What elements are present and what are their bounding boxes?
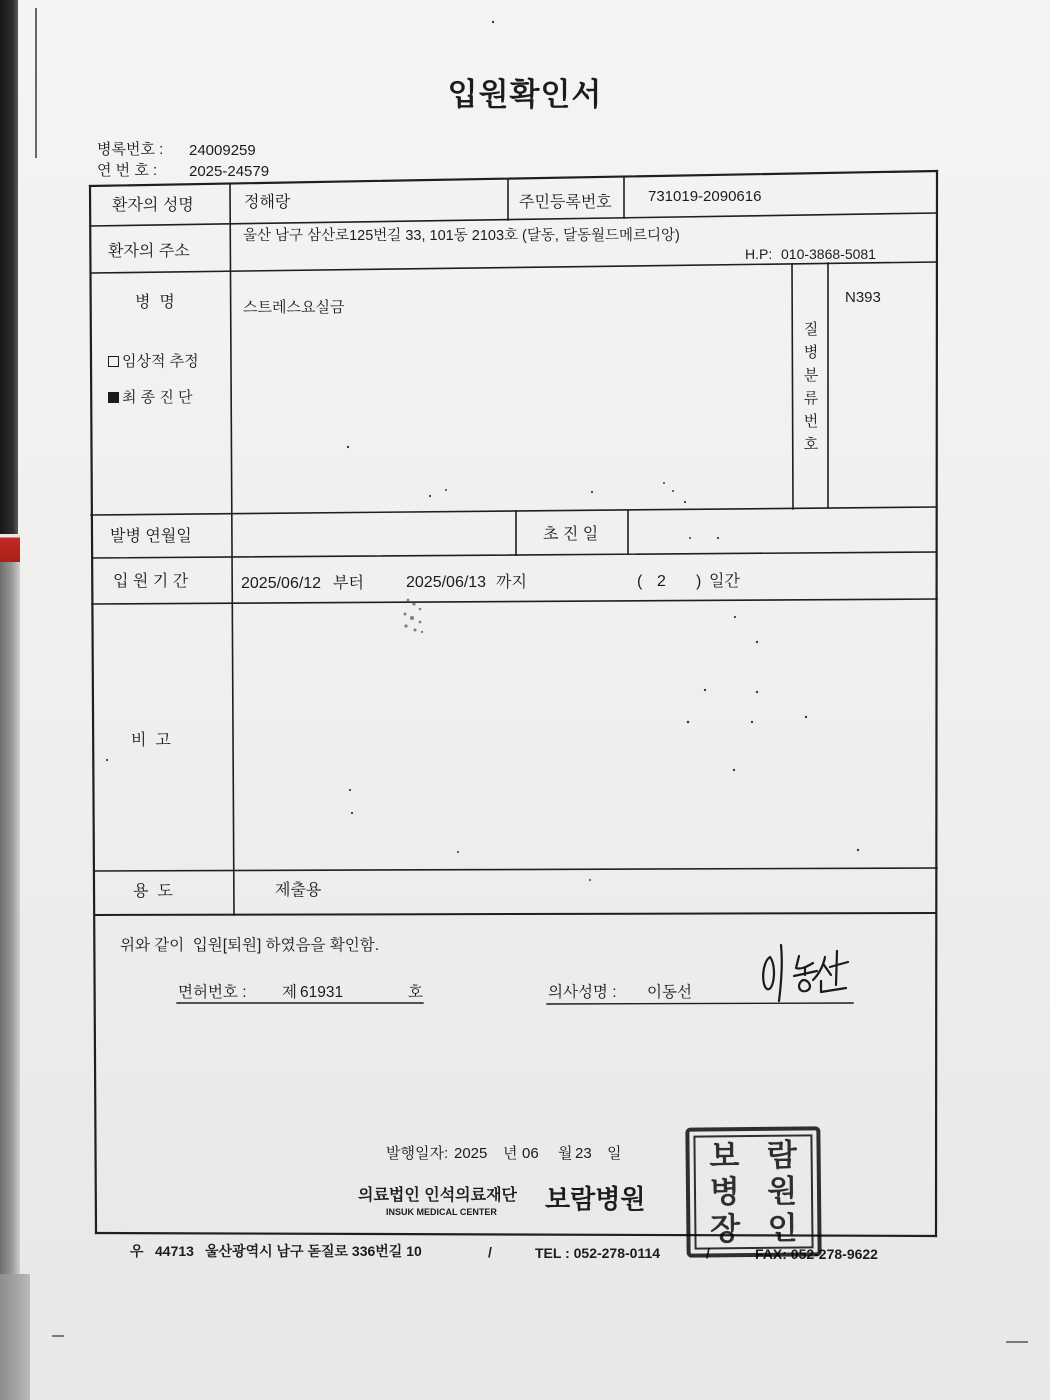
footer-separator: /	[706, 1245, 710, 1261]
speckle	[414, 629, 417, 632]
issue-day-unit: 일	[607, 1145, 622, 1162]
footer-fax: FAX: 052-278-9622	[755, 1246, 878, 1262]
speckle	[589, 879, 591, 881]
seal-character: 보	[709, 1137, 740, 1174]
row-divider-name	[90, 213, 937, 226]
issue-year-unit: 년	[503, 1145, 518, 1162]
issue-month-unit: 월	[558, 1145, 573, 1162]
remarks-label: 비 고	[131, 732, 171, 749]
speckle	[734, 616, 736, 618]
speckle	[672, 490, 674, 492]
speckle	[404, 613, 407, 616]
confirmation-statement: 위와 같이 입원[퇴원] 하였음을 확인함.	[120, 937, 380, 954]
row-divider-address	[91, 262, 937, 273]
admission-period-label: 입 원 기 간	[113, 573, 189, 590]
issue-day: 23	[575, 1145, 592, 1162]
resident-number: 731019-2090616	[648, 188, 762, 205]
purpose-value: 제출용	[275, 882, 322, 899]
speckle	[857, 849, 859, 851]
license-label: 면허번호 :	[178, 984, 247, 1001]
onset-date-label: 발병 연월일	[110, 528, 192, 545]
license-prefix: 제	[282, 984, 297, 1001]
speckle	[410, 616, 414, 620]
patient-address: 울산 남구 삼산로125번길 33, 101동 2103호 (달동, 달동월드메르디앙)	[243, 228, 680, 244]
record-number: 24009259	[189, 142, 256, 159]
speckle	[805, 716, 807, 718]
admission-days-suffix: 일간	[709, 573, 740, 590]
hospital-foundation-english: INSUK MEDICAL CENTER	[386, 1207, 497, 1217]
purpose-label: 용 도	[133, 883, 173, 900]
doctor-name-label: 의사성명 :	[548, 984, 617, 1001]
admission-end-suffix: 까지	[496, 574, 527, 591]
speckle	[457, 851, 459, 853]
speckle	[407, 599, 410, 602]
issue-date-label: 발행일자:	[386, 1145, 449, 1162]
signature-stroke	[813, 957, 831, 980]
footer-postcode: 44713	[155, 1243, 194, 1259]
serial-number: 2025-24579	[189, 163, 270, 180]
admission-days-open-paren: (	[637, 573, 643, 590]
admission-start-date: 2025/06/12	[241, 575, 322, 592]
disease-name: 스트레스요실금	[243, 299, 345, 316]
seal-character: 장	[709, 1211, 741, 1247]
speckle	[419, 608, 422, 611]
doctor-signature	[763, 945, 848, 1001]
signature-stroke	[779, 945, 782, 1001]
hospital-seal-stamp	[685, 1126, 821, 1257]
seal-character: 인	[767, 1210, 798, 1247]
speckle	[445, 489, 447, 491]
speckle	[663, 482, 665, 484]
disease-code: N393	[845, 289, 881, 306]
speckle	[412, 602, 415, 605]
signature-stroke	[763, 957, 774, 989]
speckle	[429, 495, 431, 497]
row-divider-purpose	[95, 913, 936, 915]
doctor-underline	[547, 1003, 853, 1004]
table-left-border	[90, 186, 96, 1233]
speckle	[419, 621, 422, 624]
scan-smudge	[404, 599, 424, 634]
row-divider-diagnosis	[91, 507, 937, 515]
table-right-border	[936, 171, 937, 1236]
serial-number-label: 연 번 호 :	[97, 162, 158, 179]
phone-label: H.P:	[745, 246, 773, 262]
final-diagnosis-checkbox	[108, 392, 119, 403]
speckle	[689, 537, 691, 539]
record-number-label: 병록번호 :	[97, 141, 164, 158]
row-divider-onset	[92, 552, 937, 558]
footer-address: 울산광역시 남구 돋질로 336번길 10	[205, 1243, 422, 1259]
footer-separator: /	[488, 1244, 492, 1260]
license-suffix: 호	[408, 984, 423, 1001]
speckle	[704, 689, 706, 691]
clinical-estimate-label: 임상적 추정	[122, 353, 199, 370]
speckle	[756, 641, 758, 643]
signature-stroke	[830, 951, 848, 985]
clinical-estimate-checkbox	[108, 356, 119, 367]
signature-stroke	[821, 981, 846, 992]
admission-start-suffix: 부터	[333, 575, 364, 592]
resident-number-label: 주민등록번호	[519, 194, 612, 211]
seal-character: 람	[766, 1137, 798, 1173]
seal-character: 원	[767, 1174, 798, 1210]
hospital-name: 보람병원	[545, 1184, 646, 1214]
admission-days-close-paren: )	[696, 573, 702, 590]
phone-number: 010-3868-5081	[781, 246, 876, 262]
speckle	[717, 537, 719, 539]
code-label-cell-left	[792, 264, 793, 509]
speckle	[733, 769, 735, 771]
license-number: 61931	[300, 984, 344, 1001]
disease-code-label: 질병분류번호	[803, 321, 819, 453]
speckle	[591, 491, 593, 493]
final-diagnosis-label: 최 종 진 단	[122, 389, 193, 406]
label-column-divider	[230, 184, 234, 915]
row-divider-period	[92, 599, 937, 604]
first-visit-label: 초 진 일	[543, 526, 599, 543]
patient-address-label: 환자의 주소	[108, 243, 190, 260]
speckle	[756, 691, 758, 693]
row-divider-remarks	[94, 868, 937, 871]
speckle	[351, 812, 353, 814]
speckle	[347, 446, 349, 448]
footer-postal-mark: 우	[130, 1243, 144, 1259]
footer-tel: TEL : 052-278-0114	[535, 1245, 661, 1261]
patient-name: 정해랑	[244, 194, 291, 211]
speckle	[421, 631, 423, 633]
admission-days: 2	[657, 573, 666, 590]
seal-inner-border	[693, 1134, 813, 1249]
speckle	[684, 501, 686, 503]
speckle	[404, 624, 407, 627]
speckle	[492, 21, 494, 23]
diagnosis-label: 병 명	[135, 294, 175, 311]
speckle	[687, 721, 690, 724]
speckle	[106, 759, 108, 761]
admission-end-date: 2025/06/13	[406, 574, 487, 591]
doctor-name: 이동선	[647, 984, 692, 1001]
issue-year: 2025	[454, 1145, 488, 1162]
issue-month: 06	[522, 1145, 539, 1162]
signature-stroke	[799, 980, 810, 991]
hospital-foundation: 의료법인 인석의료재단	[358, 1187, 518, 1204]
speckle	[349, 789, 351, 791]
patient-name-label: 환자의 성명	[112, 197, 194, 214]
seal-character: 병	[709, 1174, 740, 1210]
speckle	[751, 721, 753, 723]
page-title: 입원확인서	[447, 77, 603, 112]
